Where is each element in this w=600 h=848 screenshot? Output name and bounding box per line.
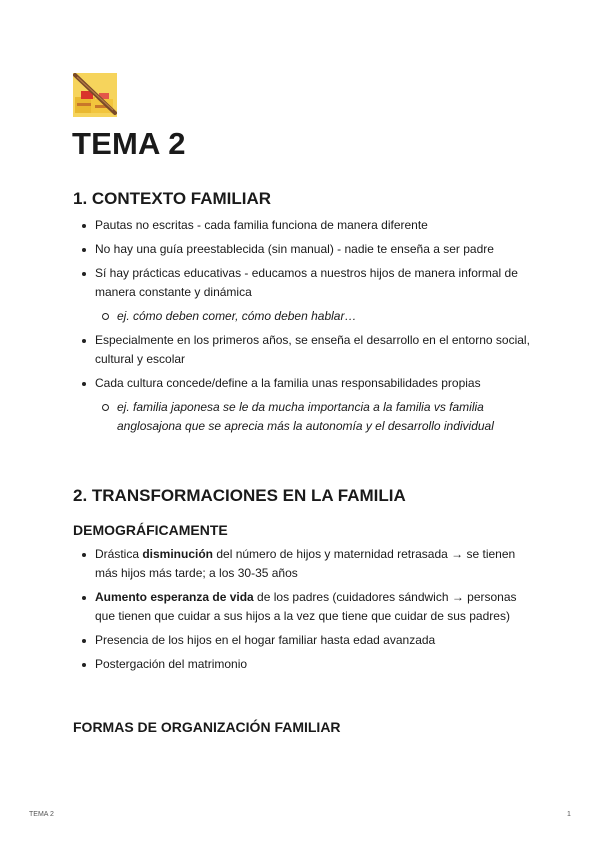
list-item: Especialmente en los primeros años, se enseña el desarrollo en el entorno social, cultural y escolar	[79, 331, 539, 369]
footer-page-number: 1	[567, 811, 571, 818]
section-heading-transformaciones: 2. TRANSFORMACIONES EN LA FAMILIA	[73, 486, 406, 505]
section-heading-contexto-familiar: 1. CONTEXTO FAMILIAR	[73, 189, 272, 208]
page-title: TEMA 2	[72, 126, 186, 161]
list-item: Postergación del matrimonio	[79, 655, 539, 674]
subheading-formas-organizacion: FORMAS DE ORGANIZACIÓN FAMILIAR	[73, 719, 341, 735]
list-item: No hay una guía preestablecida (sin manual) - nadie te enseña a ser padre	[79, 240, 539, 259]
list-item: Sí hay prácticas educativas - educamos a nuestros hijos de manera informal de manera constante y dinámica ej. cómo deben comer, cómo deben hablar…	[79, 264, 539, 326]
list-item: Drástica disminución del número de hijos y maternidad retrasada → se tienen más hijos más tarde; a los 30-35 años	[79, 545, 539, 583]
list-item: Cada cultura concede/define a la familia unas responsabilidades propias ej. familia japonesa se le da mucha importancia a la familia vs familia anglosajona que se aprecia más la autonomía y el desarrollo individual	[79, 374, 539, 436]
books-pencil-logo-icon	[73, 73, 117, 117]
sub-list-item: ej. familia japonesa se le da mucha importancia a la familia vs familia anglosajona que se aprecia más la autonomía y el desarrollo individual	[95, 398, 539, 436]
footer-doc-title: TEMA 2	[29, 811, 54, 818]
sub-list-item: ej. cómo deben comer, cómo deben hablar…	[95, 307, 539, 326]
contexto-familiar-list	[79, 216, 539, 441]
list-item: Aumento esperanza de vida de los padres (cuidadores sándwich → personas que tienen que cuidar a sus hijos a la vez que tiene que cuidar de sus padres)	[79, 588, 539, 626]
list-item: Pautas no escritas - cada familia funciona de manera diferente	[79, 216, 539, 235]
demograficamente-list	[79, 545, 539, 679]
subheading-demograficamente: DEMOGRÁFICAMENTE	[73, 522, 228, 538]
list-item: Presencia de los hijos en el hogar familiar hasta edad avanzada	[79, 631, 539, 650]
